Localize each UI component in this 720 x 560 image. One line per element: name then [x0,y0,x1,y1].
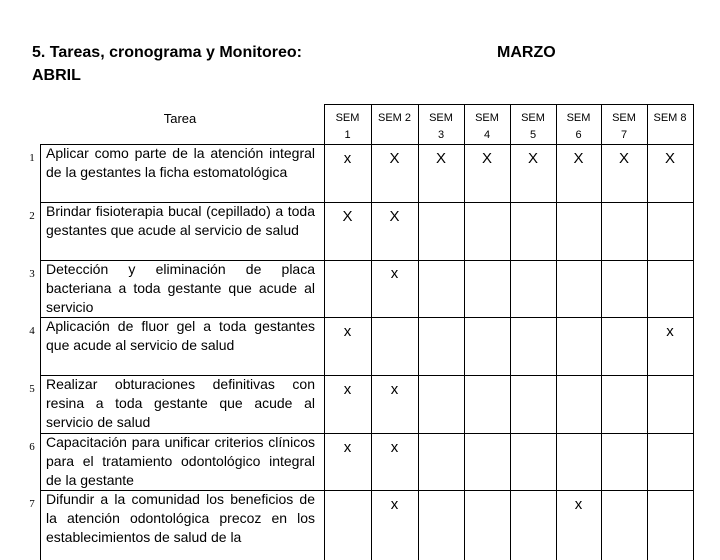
schedule-mark: X [435,150,446,167]
week-header [465,110,509,144]
month-label: MARZO [497,44,556,61]
week-header-line1: SEM [335,112,360,124]
task-description: Aplicar como parte de la atención integral de la gestantes la ficha estomatológica [46,145,315,180]
schedule-mark: X [389,208,400,225]
schedule-mark: X [527,150,538,167]
title-line-2: ABRIL [32,67,81,84]
week-header-line1: SEM [475,112,499,124]
schedule-mark: x [343,323,352,340]
column-divider [601,104,602,560]
row-number: 7 [29,498,35,510]
column-divider [418,104,419,560]
week-header-line1: SEM [429,112,453,124]
schedule-mark: x [390,265,399,282]
task-column-header: Tarea [163,111,197,126]
task-description: Aplicación de fluor gel a toda gestantes que acude al servicio de salud [46,318,315,353]
task-description: Detección y eliminación de placa bacteriana a toda gestante que acude al servicio [46,261,315,315]
week-header [557,110,601,144]
schedule-mark: x [343,381,352,398]
schedule-mark: X [481,150,492,167]
row-number: 6 [29,441,35,453]
task-description: Brindar fisioterapia bucal (cepillado) a toda gestantes que acude al servicio de salud [46,203,315,238]
schedule-mark: X [618,150,629,167]
week-header-line1: SEM 8 [653,112,687,124]
row-number: 5 [29,383,35,395]
schedule-mark: x [390,496,399,513]
week-header-line2: 4 [483,129,491,141]
schedule-mark: X [664,150,675,167]
week-header-line2: 3 [437,129,445,141]
week-header [373,110,417,127]
schedule-mark: x [390,439,399,456]
schedule-mark: x [343,439,352,456]
schedule-mark: x [574,496,583,513]
column-divider [693,104,694,560]
week-header-line2: 6 [575,129,582,141]
week-header-line2: 5 [529,129,537,141]
week-header [511,110,555,144]
week-header-line1: SEM [521,112,545,124]
row-number: 1 [29,152,35,164]
column-divider [464,104,465,560]
schedule-mark: x [343,150,352,167]
task-description: Capacitación para unificar criterios clínicos para el tratamiento odontológico integral de la gestante [46,434,315,488]
column-divider [371,104,372,560]
schedule-mark: x [666,323,674,340]
task-description: Realizar obturaciones definitivas con resina a toda gestante que acude al servicio de salud [46,376,315,430]
week-header-line1: SEM [566,112,591,124]
section-title [32,41,302,87]
schedule-mark: X [573,150,584,167]
column-divider [510,104,511,560]
week-header [602,110,646,144]
table-top-border [324,104,694,105]
week-header-line1: SEM 2 [377,112,411,124]
row-number: 3 [29,268,35,280]
column-divider [556,104,557,560]
week-header [419,110,463,144]
week-header-line2: 7 [620,129,628,141]
row-number: 4 [29,325,35,337]
task-column-border [40,144,41,560]
task-description: Difundir a la comunidad los beneficios de la atención odontológica precoz en los establecimientos de salud de la [46,491,315,545]
week-header [648,110,692,127]
title-line-1: 5. Tareas, cronograma y Monitoreo: [32,44,302,61]
schedule-mark: x [390,381,399,398]
schedule-mark: X [342,208,353,225]
schedule-mark: X [389,150,400,167]
week-header-line1: SEM [612,112,636,124]
week-header [326,110,370,144]
row-number: 2 [29,210,35,222]
week-header-line2: 1 [344,129,351,141]
